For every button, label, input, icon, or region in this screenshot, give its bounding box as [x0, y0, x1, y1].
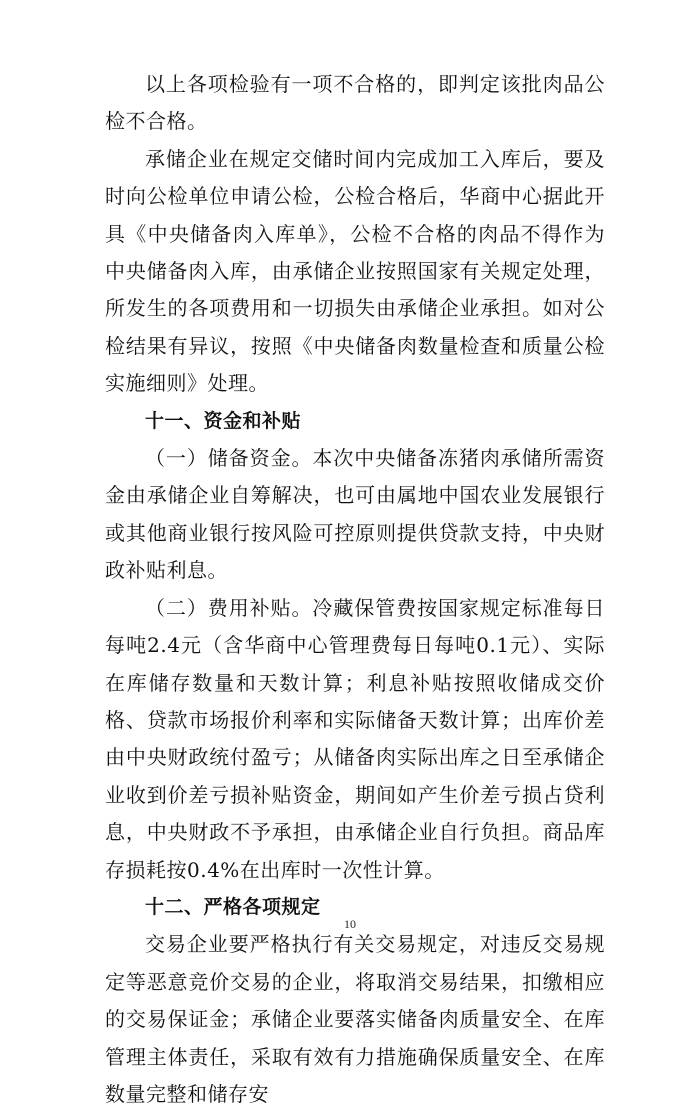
- paragraph: 交易企业要严格执行有关交易规定，对违反交易规定等恶意竞价交易的企业，将取消交易结果，扣缴相应的交易保证金；承储企业要落实储备肉质量安全、在库管理主体责任，采取有效有力措施确保质量安全、在库数量完整和储存安: [105, 932, 605, 1106]
- section-heading: 十一、资金和补贴: [145, 409, 302, 432]
- page-number: 10: [344, 917, 356, 931]
- document-body: [105, 66, 605, 1113]
- paragraph: （一）储备资金。本次中央储备冻猪肉承储所需资金由承储企业自筹解决，也可由属地中国农业发展银行或其他商业银行按风险可控原则提供贷款支持，中央财政补贴利息。: [105, 446, 605, 583]
- paragraph: （二）费用补贴。冷藏保管费按国家规定标准每日每吨2.4元（含华商中心管理费每日每吨0.1元）、实际在库储存数量和天数计算；利息补贴按照收储成交价格、贷款市场报价利率和实际储备天数计算；出库价差由中央财政统付盈亏；从储备肉实际出库之日至承储企业收到价差亏损补贴资金，期间如产生价差亏损占贷利息，中央财政不予承担，由承储企业自行负担。商品库存损耗按0.4%在出库时一次性计算。: [105, 595, 605, 882]
- paragraph: 以上各项检验有一项不合格的，即判定该批肉品公检不合格。: [105, 72, 605, 134]
- paragraph: 承储企业在规定交储时间内完成加工入库后，要及时向公检单位申请公检，公检合格后，华商中心据此开具《中央储备肉入库单》，公检不合格的肉品不得作为中央储备肉入库，由承储企业按照国家有关规定处理，所发生的各项费用和一切损失由承储企业承担。如对公检结果有异议，按照《中央储备肉数量检查和质量公检实施细则》处理。: [105, 146, 605, 396]
- section-heading: 十二、严格各项规定: [145, 895, 321, 918]
